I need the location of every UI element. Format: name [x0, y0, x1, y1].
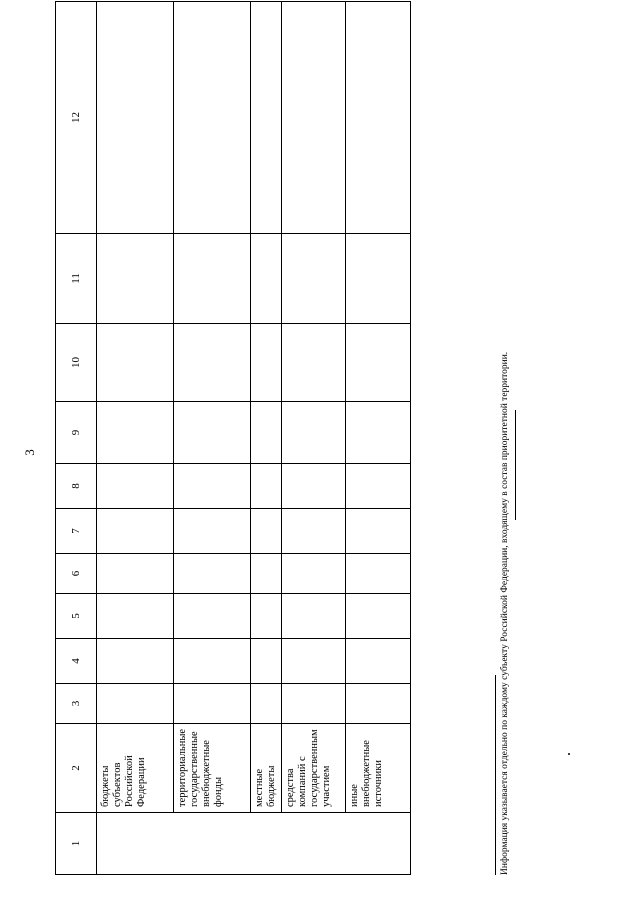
- table-cell: [251, 233, 282, 323]
- row-label: бюджеты субъектов Российской Федерации: [97, 723, 174, 812]
- header-cell: 5: [56, 593, 97, 638]
- table-cell: [174, 683, 251, 723]
- table-cell: [282, 463, 346, 508]
- footnote: Информация указывается отдельно по каждому субъекту Российской Федерации, входящему в состав приоритетной территории.: [500, 351, 510, 875]
- table-cell: [97, 233, 174, 323]
- table-cell: [97, 1, 174, 233]
- table-cell: [97, 683, 174, 723]
- table-cell: [251, 638, 282, 683]
- table-cell: [282, 401, 346, 463]
- table-cell: [346, 553, 411, 593]
- table-cell: [282, 683, 346, 723]
- header-cell: 8: [56, 463, 97, 508]
- dot-mark: [568, 753, 570, 755]
- footnote-rule: [495, 675, 496, 875]
- header-cell: 11: [56, 233, 97, 323]
- table-cell: [174, 553, 251, 593]
- table-cell: [97, 593, 174, 638]
- merged-cell-col-1: [97, 813, 411, 875]
- table-cell: [251, 401, 282, 463]
- table-cell: [346, 401, 411, 463]
- header-cell: 4: [56, 638, 97, 683]
- table-row: [174, 1, 251, 874]
- table-cell: [174, 401, 251, 463]
- table-cell: [282, 233, 346, 323]
- table-cell: [282, 553, 346, 593]
- table-cell: [97, 638, 174, 683]
- table-cell: [174, 323, 251, 401]
- table-cell: [251, 593, 282, 638]
- table-cell: [174, 508, 251, 553]
- page-number: 3: [22, 449, 37, 456]
- signature-line: [515, 410, 516, 520]
- header-cell: 3: [56, 683, 97, 723]
- row-label: местные бюджеты: [251, 723, 282, 812]
- table-row: [346, 1, 411, 874]
- table-cell: [346, 1, 411, 233]
- table-cell: [174, 593, 251, 638]
- row-label: иные внебюджетные источники: [346, 723, 411, 812]
- table-cell: [174, 233, 251, 323]
- table-cell: [174, 463, 251, 508]
- table-cell: [251, 323, 282, 401]
- data-table: [55, 1, 411, 875]
- table-cell: [251, 683, 282, 723]
- header-cell: 9: [56, 401, 97, 463]
- table-cell: [282, 1, 346, 233]
- table-cell: [251, 508, 282, 553]
- header-cell: 2: [56, 723, 97, 812]
- table-cell: [282, 638, 346, 683]
- row-label: территориальные государственные внебюджетные фонды: [174, 723, 251, 812]
- table-cell: [346, 683, 411, 723]
- header-cell: 7: [56, 508, 97, 553]
- table-cell: [97, 323, 174, 401]
- table-cell: [97, 508, 174, 553]
- header-cell: 1: [56, 813, 97, 875]
- header-cell: 12: [56, 1, 97, 233]
- table-cell: [97, 553, 174, 593]
- table-header-row: [56, 1, 97, 874]
- table-cell: [97, 463, 174, 508]
- table-row: [97, 1, 174, 874]
- table-cell: [174, 1, 251, 233]
- table-cell: [282, 508, 346, 553]
- table-cell: [346, 508, 411, 553]
- row-label: средства компаний с государственным участием: [282, 723, 346, 812]
- table-row: [282, 1, 346, 874]
- table-cell: [282, 323, 346, 401]
- table-cell: [251, 463, 282, 508]
- table-cell: [282, 593, 346, 638]
- table-cell: [251, 553, 282, 593]
- table-cell: [174, 638, 251, 683]
- table-cell: [346, 233, 411, 323]
- table-row: [251, 1, 282, 874]
- table-cell: [346, 638, 411, 683]
- header-cell: 10: [56, 323, 97, 401]
- table-cell: [97, 401, 174, 463]
- table-cell: [346, 593, 411, 638]
- table-cell: [251, 1, 282, 233]
- table-cell: [346, 323, 411, 401]
- header-cell: 6: [56, 553, 97, 593]
- table-cell: [346, 463, 411, 508]
